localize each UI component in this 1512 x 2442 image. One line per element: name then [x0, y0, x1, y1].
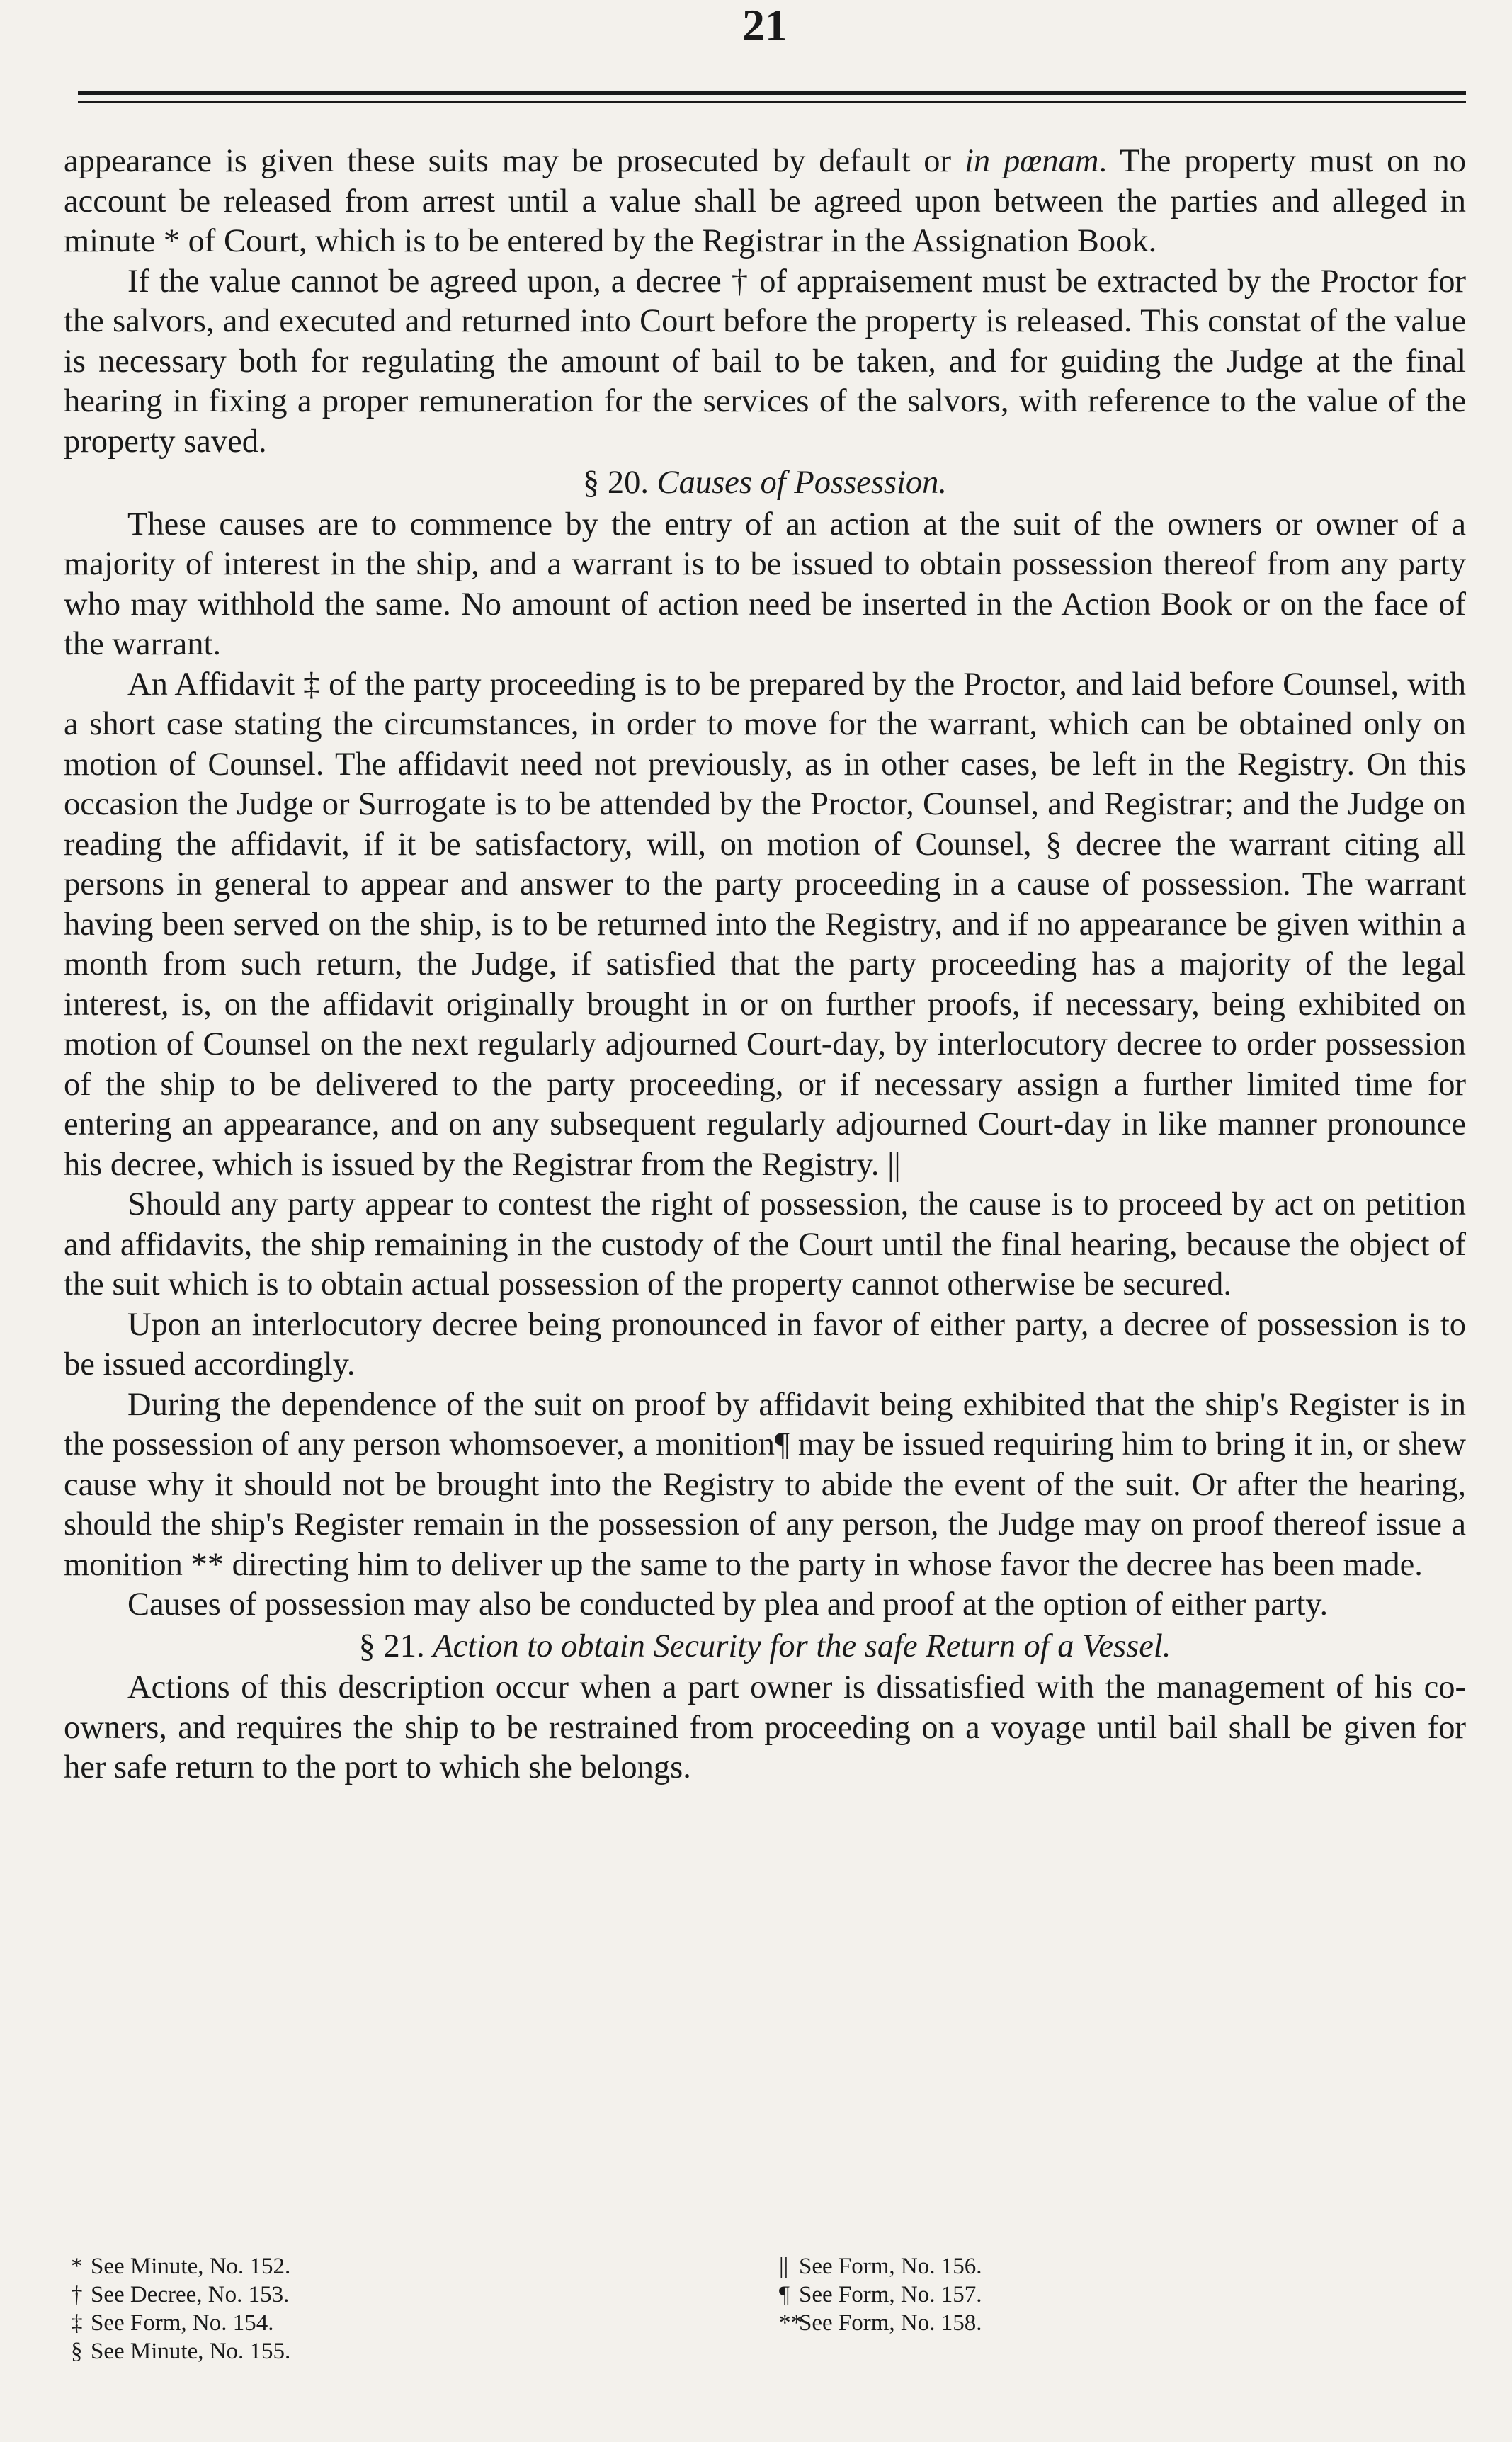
paragraph: If the value cannot be agreed upon, a decree † of appraisement must be extracted by the Proctor for the salvors, and executed and returned into Court before the property is released. This constat of the value is necessary both for regulating the amount of bail to be taken, and for guiding the Judge at the final hearing in fixing a proper remuneration for the services of the salvors, with reference to the value of the property saved.: [64, 263, 1466, 460]
footnote-symbol: §: [71, 2339, 83, 2364]
section-heading-20: [64, 462, 1466, 505]
section-heading-21: [64, 1625, 1466, 1669]
footnote-symbol: *: [71, 2254, 83, 2279]
footnote: [779, 2281, 1275, 2309]
footnote: [71, 2281, 567, 2309]
paragraph: appearance is given these suits may be prosecuted by default or in pœnam. The property must on no account be released from arrest until a value shall be agreed upon between the parties and alleged in minute * of Court, which is to be entered by the Registrar in the Assignation Book.: [64, 143, 1467, 259]
paragraph: Upon an interlocutory decree being pronounced in favor of either party, a decree of possession is to be issued accordingly.: [64, 1306, 1466, 1382]
paragraph: These causes are to commence by the entry of an action at the suit of the owners or owner of a majority of interest in the ship, and a warrant is to be issued to obtain possession thereof from any party who may withhold the same. No amount of action need be inserted in the Action Book or on the face of the warrant.: [64, 506, 1466, 662]
footnote-symbol: †: [71, 2282, 83, 2307]
footnote-symbol: ¶: [779, 2282, 790, 2307]
footnote-symbol: ||: [779, 2254, 789, 2279]
section-number: § 21.: [358, 1628, 425, 1664]
page-number: 21: [742, 0, 788, 50]
footnote-text: See Form, No. 156.: [799, 2254, 982, 2279]
paragraph: Actions of this description occur when a part owner is dissatisfied with the management of his co-owners, and requires the ship to be restrained from proceeding on a voyage until bail shall be given for her safe return to the port to which she belongs.: [64, 1669, 1466, 1785]
latin-phrase: in pœnam: [964, 143, 1099, 179]
section-title: Causes of Possession.: [656, 465, 948, 501]
section-title: Action to obtain Security for the safe Return of a Vessel.: [433, 1628, 1171, 1664]
footnote: [71, 2337, 567, 2366]
footnote-text: See Minute, No. 152.: [91, 2254, 291, 2279]
body-text: [64, 142, 1466, 1788]
footnote-text: See Form, No. 157.: [799, 2282, 982, 2307]
footnotes-right: [779, 2252, 1275, 2337]
footnote-text: See Decree, No. 153.: [91, 2282, 290, 2307]
footnote: [779, 2309, 1275, 2337]
footnote-symbol: ‡: [71, 2310, 83, 2336]
footnote-text: See Form, No. 154.: [91, 2310, 274, 2336]
header-rule-thin: [78, 101, 1466, 103]
footnotes-left: [71, 2252, 567, 2366]
paragraph: Causes of possession may also be conducted by plea and proof at the option of either party.: [127, 1586, 1329, 1623]
paragraph: Should any party appear to contest the right of possession, the cause is to proceed by act on petition and affidavits, the ship remaining in the custody of the Court until the final hearing, because the object of the suit which is to obtain actual possession of the property cannot otherwise be secured.: [64, 1186, 1466, 1302]
paragraph: An Affidavit ‡ of the party proceeding is to be prepared by the Proctor, and laid before Counsel, with a short case stating the circumstances, in order to move for the warrant, which can be obtained only on motion of Counsel. The affidavit need not previously, as in other cases, be left in the Registry. On this occasion the Judge or Surrogate is to be attended by the Proctor, Counsel, and Registrar; and the Judge on reading the affidavit, if it be satisfactory, will, on motion of Counsel, § decree the warrant citing all persons in general to appear and answer to the party proceeding in a cause of possession. The warrant having been served on the ship, is to be returned into the Registry, and if no appearance be given within a month from such return, the Judge, if satisfied that the party proceeding has a majority of the legal interest, is, on the affidavit originally brought in or on further proofs, if necessary, being exhibited on motion of Counsel on the next regularly adjourned Court-day, by interlocutory decree to order possession of the ship to be delivered to the party proceeding, or if necessary assign a further limited time for entering an appearance, and on any subsequent regularly adjourned Court-day in like manner pronounce his decree, which is issued by the Registrar from the Registry. ||: [64, 666, 1466, 1183]
footnote-text: See Form, No. 158.: [799, 2310, 982, 2336]
footnote-text: See Minute, No. 155.: [91, 2339, 291, 2364]
footnote: [71, 2252, 567, 2281]
section-number: § 20.: [582, 465, 649, 501]
header-rule-thick: [78, 91, 1466, 95]
footnote-symbol: **: [779, 2310, 802, 2336]
footnote: [71, 2309, 567, 2337]
footnote: [779, 2252, 1275, 2281]
paragraph: During the dependence of the suit on proof by affidavit being exhibited that the ship's Register is in the possession of any person whomsoever, a monition¶ may be issued requiring him to bring it in, or shew cause why it should not be brought into the Registry to abide the event of the suit. Or after the hearing, should the ship's Register remain in the possession of any person, the Judge may on proof thereof issue a monition ** directing him to deliver up the same to the party in whose favor the decree has been made.: [64, 1386, 1466, 1583]
